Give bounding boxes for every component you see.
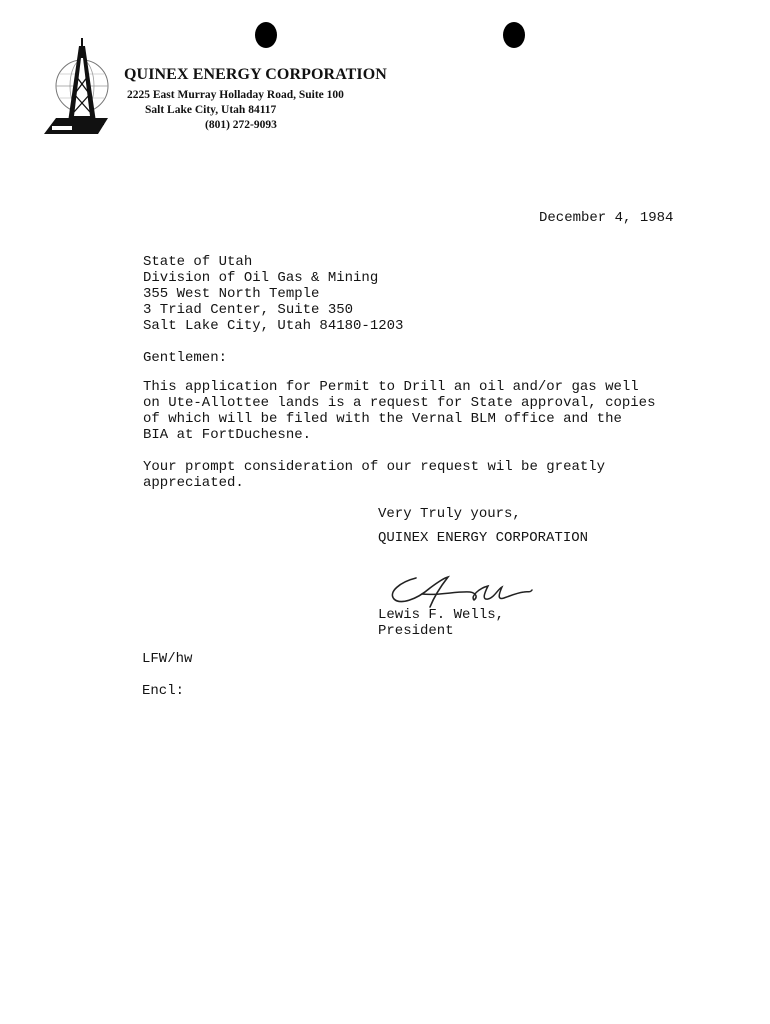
closing-company: QUINEX ENERGY CORPORATION [378, 530, 589, 546]
recipient-address [143, 254, 403, 334]
address-line-street: 2225 East Murray Holladay Road, Suite 100 [127, 89, 344, 101]
reference-initials: LFW/hw [142, 651, 193, 667]
paragraph-line: of which will be filed with the Vernal BLM office and the [143, 411, 622, 427]
body-paragraph-1 [143, 379, 655, 443]
signer-title: President [378, 623, 454, 639]
recipient-line: 3 Triad Center, Suite 350 [143, 302, 354, 318]
paragraph-line: BIA at FortDuchesne. [143, 427, 312, 443]
paragraph-line: Your prompt consideration of our request wil be greatly [143, 459, 606, 475]
enclosure-note: Encl: [142, 683, 185, 699]
oil-derrick-logo [40, 36, 124, 136]
body-paragraph-2 [143, 459, 605, 491]
letter-date: December 4, 1984 [539, 210, 674, 226]
signer-name: Lewis F. Wells, [378, 607, 505, 623]
recipient-line: 355 West North Temple [143, 286, 320, 302]
company-name: QUINEX ENERGY CORPORATION [124, 66, 387, 83]
address-line-city: Salt Lake City, Utah 84117 [145, 104, 277, 116]
punch-hole-left [255, 22, 277, 48]
recipient-line: Salt Lake City, Utah 84180-1203 [143, 318, 404, 334]
salutation: Gentlemen: [143, 350, 228, 366]
signer-block [378, 607, 504, 639]
punch-hole-right [503, 22, 525, 48]
address-line-phone: (801) 272-9093 [205, 119, 277, 131]
company-address [127, 88, 344, 133]
paragraph-line: appreciated. [143, 475, 244, 491]
paragraph-line: This application for Permit to Drill an oil and/or gas well [143, 379, 639, 395]
complimentary-close: Very Truly yours, [378, 506, 521, 522]
recipient-line: State of Utah [143, 254, 253, 270]
recipient-line: Division of Oil Gas & Mining [143, 270, 379, 286]
paragraph-line: on Ute-Allottee lands is a request for State approval, copies [143, 395, 656, 411]
